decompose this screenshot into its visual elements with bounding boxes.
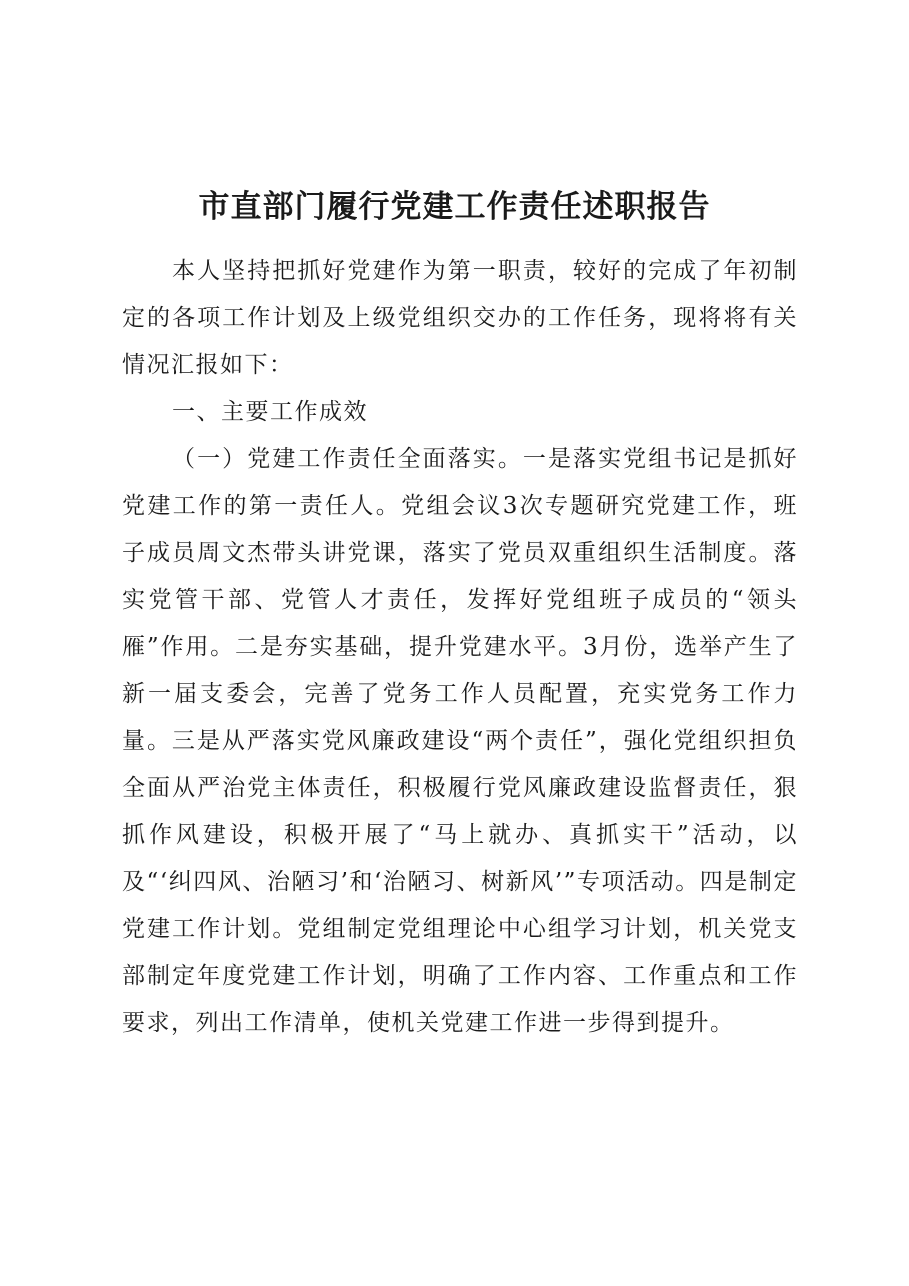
document-title: 市直部门履行党建工作责任述职报告 [198, 188, 711, 225]
section-1-paragraph: （一）党建工作责任全面落实。一是落实党组书记是抓好党建工作的第一责任人。党组会议3次专题研究党建工作，班子成员周文杰带头讲党课，落实了党员双重组织生活制度。落实党管干部、党管人才责任，发挥好党组班子成员的“领头雁”作用。二是夯实基础，提升党建水平。3月份，选举产生了新一届支委会，完善了党务工作人员配置，充实党务工作力量。三是从严落实党风廉政建设“两个责任”，强化党组织担负全面从严治党主体责任，积极履行党风廉政建设监督责任，狠抓作风建设，积极开展了“马上就办、真抓实干”活动，以及“‘纠四风、治陋习’和‘治陋习、树新风’”专项活动。四是制定党建工作计划。党组制定党组理论中心组学习计划，机关党支部制定年度党建工作计划，明确了工作内容、工作重点和工作要求，列出工作清单，使机关党建工作进一步得到提升。 [122, 446, 798, 1036]
section-heading: 一、主要工作成效 [172, 399, 368, 425]
intro-paragraph: 本人坚持把抓好党建作为第一职责，较好的完成了年初制定的各项工作计划及上级党组织交办的工作任务，现将将有关情况汇报如下： [122, 258, 798, 378]
